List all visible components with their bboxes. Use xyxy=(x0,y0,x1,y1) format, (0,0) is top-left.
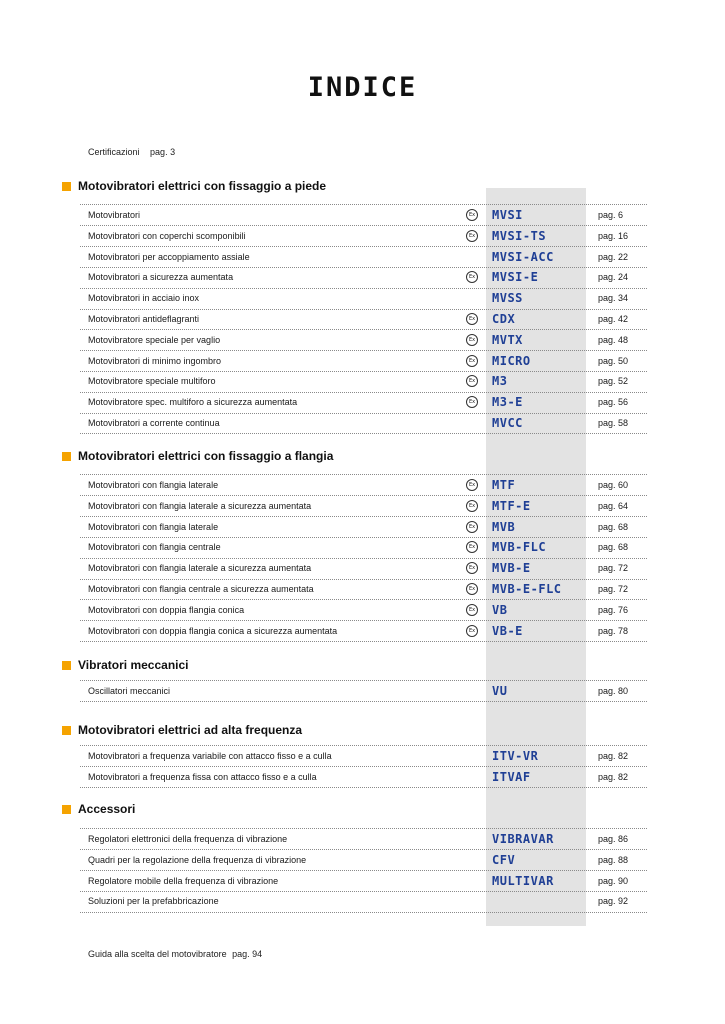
guide-entry[interactable] xyxy=(88,949,262,959)
product-code: VIBRAVAR xyxy=(492,832,554,846)
item-description: Motovibratori con coperchi scomponibili xyxy=(88,230,246,241)
item-description: Motovibratori a corrente continua xyxy=(88,418,220,428)
item-description: Motovibratori con flangia laterale a sicurezza aumentata xyxy=(88,500,312,511)
product-code: MVCC xyxy=(492,416,523,430)
list-item[interactable] xyxy=(80,309,647,329)
page-number: pag. 76 xyxy=(598,604,629,615)
page-number: pag. 24 xyxy=(598,272,629,283)
page-number: pag. 50 xyxy=(598,355,629,366)
item-description: Quadri per la regolazione della frequenza di vibrazione xyxy=(88,854,307,865)
list-item[interactable] xyxy=(80,288,647,308)
list-item[interactable] xyxy=(80,205,647,225)
item-description: Motovibratori con flangia centrale xyxy=(88,542,221,553)
atex-ex-icon: Ex xyxy=(466,313,478,325)
list-item[interactable] xyxy=(80,537,647,557)
page-number: pag. 6 xyxy=(598,210,624,220)
page-number: pag. 68 xyxy=(598,542,629,553)
atex-ex-icon: Ex xyxy=(466,541,478,553)
product-code: MTF xyxy=(492,478,516,492)
product-code: MULTIVAR xyxy=(492,873,554,888)
section-title: Motovibratori elettrici con fissaggio a piede xyxy=(78,179,327,193)
atex-ex-icon: Ex xyxy=(466,625,478,637)
atex-ex-icon: Ex xyxy=(466,583,478,595)
product-code: MVSI-ACC xyxy=(492,249,554,264)
orange-square-bullet xyxy=(62,182,71,191)
page-number: pag. 22 xyxy=(598,251,629,262)
list-item[interactable] xyxy=(80,600,647,620)
list-item[interactable] xyxy=(80,871,647,891)
page-number: pag. 42 xyxy=(598,314,629,324)
item-description: Motovibratori con flangia laterale xyxy=(88,521,219,532)
product-code: MICRO xyxy=(492,353,531,368)
product-code: CFV xyxy=(492,852,516,867)
atex-ex-icon: Ex xyxy=(466,500,478,512)
page-number: pag. 90 xyxy=(598,875,629,886)
page-number: pag. 58 xyxy=(598,418,629,428)
product-code: MVB-E-FLC xyxy=(492,582,562,596)
list-item[interactable] xyxy=(80,746,647,766)
section-heading xyxy=(62,657,189,673)
dotted-divider xyxy=(80,641,647,642)
dotted-divider xyxy=(80,912,647,913)
item-description: Oscillatori meccanici xyxy=(88,686,171,696)
page-number: pag. 86 xyxy=(598,834,629,844)
page-number: pag. 34 xyxy=(598,293,629,304)
certifications-page: pag. 3 xyxy=(150,147,176,157)
item-description: Motovibratori per accoppiamento assiale xyxy=(88,251,250,262)
dotted-divider xyxy=(80,787,647,788)
section-heading xyxy=(62,448,333,464)
item-description: Motovibratori con flangia laterale xyxy=(88,480,219,490)
product-code: VB xyxy=(492,602,508,617)
product-code: MVB-E xyxy=(492,561,531,576)
item-description: Soluzioni per la prefabbricazione xyxy=(88,896,219,907)
section-heading xyxy=(62,178,326,194)
atex-ex-icon: Ex xyxy=(466,334,478,346)
atex-ex-icon: Ex xyxy=(466,209,478,221)
product-code: MVSI-E xyxy=(492,270,539,285)
atex-ex-icon: Ex xyxy=(466,271,478,283)
product-code: ITVAF xyxy=(492,769,531,784)
atex-ex-icon: Ex xyxy=(466,521,478,533)
item-description: Motovibratori a sicurezza aumentata xyxy=(88,272,234,283)
product-code: VU xyxy=(492,684,508,698)
page-number: pag. 72 xyxy=(598,584,629,594)
page-number: pag. 52 xyxy=(598,376,629,387)
list-item[interactable] xyxy=(80,850,647,870)
list-item[interactable] xyxy=(80,392,647,412)
product-code: MVB-FLC xyxy=(492,540,547,555)
list-item[interactable] xyxy=(80,267,647,287)
list-item[interactable] xyxy=(80,621,647,641)
list-item[interactable] xyxy=(80,681,647,701)
page-number: pag. 78 xyxy=(598,625,629,636)
atex-ex-icon: Ex xyxy=(466,396,478,408)
section-heading xyxy=(62,722,302,738)
dotted-divider xyxy=(80,701,647,702)
certifications-label: Certificazioni xyxy=(88,147,140,157)
list-item[interactable] xyxy=(80,829,647,849)
atex-ex-icon: Ex xyxy=(466,562,478,574)
atex-ex-icon: Ex xyxy=(466,355,478,367)
orange-square-bullet xyxy=(62,452,71,461)
page-number: pag. 48 xyxy=(598,334,629,345)
page-number: pag. 92 xyxy=(598,896,629,907)
item-description: Motovibratori con doppia flangia conica xyxy=(88,604,245,615)
item-description: Regolatori elettronici della frequenza di vibrazione xyxy=(88,834,288,844)
item-description: Motovibratore spec. multiforo a sicurezza aumentata xyxy=(88,397,298,408)
item-description: Motovibratori in acciaio inox xyxy=(88,293,200,304)
page-title: INDICE xyxy=(307,72,418,103)
certifications-entry[interactable] xyxy=(88,147,175,157)
orange-square-bullet xyxy=(62,805,71,814)
page-number: pag. 68 xyxy=(598,521,629,532)
page-number: pag. 82 xyxy=(598,771,629,782)
item-description: Motovibratori di minimo ingombro xyxy=(88,355,222,366)
list-item[interactable] xyxy=(80,413,647,433)
list-item[interactable] xyxy=(80,891,647,911)
list-item[interactable] xyxy=(80,517,647,537)
product-code: MVTX xyxy=(492,332,523,347)
list-item[interactable] xyxy=(80,475,647,495)
atex-ex-icon: Ex xyxy=(466,230,478,242)
orange-square-bullet xyxy=(62,726,71,735)
section-heading xyxy=(62,801,135,817)
item-description: Motovibratori xyxy=(88,210,141,220)
list-item[interactable] xyxy=(80,371,647,391)
atex-ex-icon: Ex xyxy=(466,375,478,387)
item-description: Motovibratore speciale multiforo xyxy=(88,376,216,387)
product-code: MVB xyxy=(492,519,516,534)
item-description: Motovibratori con doppia flangia conica a sicurezza aumentata xyxy=(88,625,338,636)
section-title: Motovibratori elettrici ad alta frequenza xyxy=(78,723,303,737)
product-code: MVSI xyxy=(492,208,523,222)
page-number: pag. 72 xyxy=(598,563,629,574)
guide-page: pag. 94 xyxy=(232,949,263,959)
dotted-divider xyxy=(80,433,647,434)
page-number: pag. 88 xyxy=(598,854,629,865)
item-description: Motovibratori a frequenza variabile con attacco fisso e a culla xyxy=(88,751,332,761)
item-description: Motovibratori antideflagranti xyxy=(88,314,200,324)
product-code: M3-E xyxy=(492,395,523,410)
list-item[interactable] xyxy=(80,226,647,246)
item-description: Motovibratori con flangia laterale a sicurezza aumentata xyxy=(88,563,312,574)
page-number: pag. 80 xyxy=(598,686,629,696)
page-number: pag. 82 xyxy=(598,751,629,761)
product-code: MTF-E xyxy=(492,498,531,513)
orange-square-bullet xyxy=(62,661,71,670)
item-description: Motovibratori a frequenza fissa con attacco fisso e a culla xyxy=(88,771,317,782)
item-description: Regolatore mobile della frequenza di vibrazione xyxy=(88,875,279,886)
section-title: Accessori xyxy=(78,802,136,816)
item-description: Motovibratore speciale per vaglio xyxy=(88,334,221,345)
product-code: CDX xyxy=(492,312,516,326)
section-title: Vibratori meccanici xyxy=(78,658,189,672)
atex-ex-icon: Ex xyxy=(466,479,478,491)
list-item[interactable] xyxy=(80,351,647,371)
list-item[interactable] xyxy=(80,579,647,599)
product-code: MVSS xyxy=(492,291,523,306)
page-number: pag. 64 xyxy=(598,500,629,511)
item-description: Motovibratori con flangia centrale a sicurezza aumentata xyxy=(88,584,314,594)
list-item[interactable] xyxy=(80,767,647,787)
product-code: ITV-VR xyxy=(492,749,539,763)
atex-ex-icon: Ex xyxy=(466,604,478,616)
list-item[interactable] xyxy=(80,496,647,516)
page-number: pag. 60 xyxy=(598,480,629,490)
page-number: pag. 56 xyxy=(598,397,629,408)
product-code: M3 xyxy=(492,374,508,389)
product-code: VB-E xyxy=(492,623,523,638)
page-number: pag. 16 xyxy=(598,230,629,241)
list-item[interactable] xyxy=(80,330,647,350)
list-item[interactable] xyxy=(80,558,647,578)
guide-label: Guida alla scelta del motovibratore xyxy=(88,949,227,959)
list-item[interactable] xyxy=(80,247,647,267)
section-title: Motovibratori elettrici con fissaggio a flangia xyxy=(78,449,334,463)
product-code: MVSI-TS xyxy=(492,228,547,243)
